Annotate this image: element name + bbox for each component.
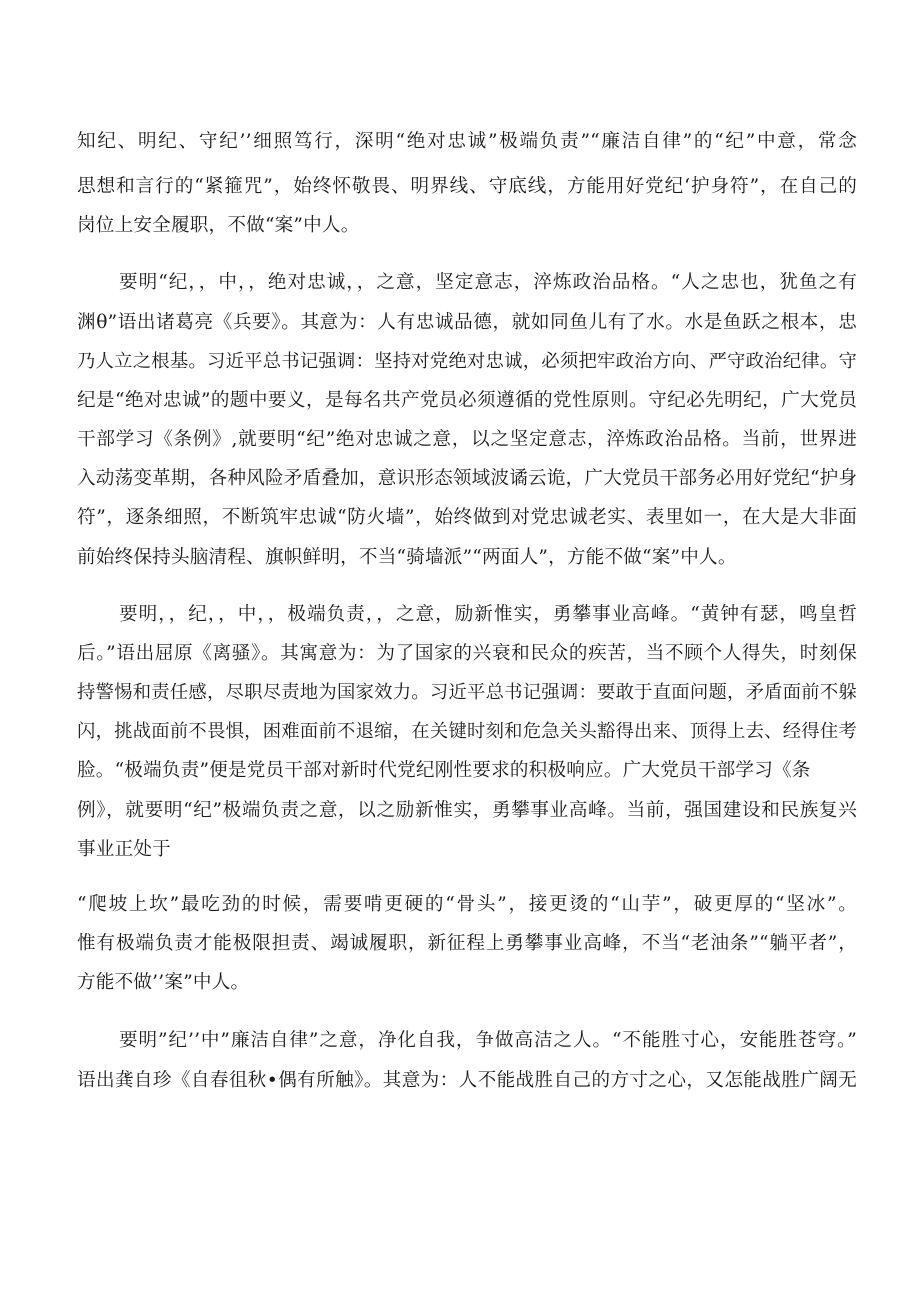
paragraph-1-line-5: 入动荡变革期，各种风险矛盾叠加，意识形态领域波谲云诡，广大党员干部务必用好党纪“护身 bbox=[77, 468, 857, 489]
paragraph-2-line-6: 事业正处于 bbox=[77, 839, 171, 860]
paragraph-4-line-1: 语出龚自珍《自春徂秋•偶有所触》。其意为：人不能战胜自己的方寸之心，又怎能战胜广阔无 bbox=[77, 1070, 857, 1091]
paragraph-1-line-1: 渊θ”语出诸葛亮《兵要》。其意为：人有忠诚品德，就如同鱼儿有了水。水是鱼跃之根本，忠 bbox=[77, 312, 857, 333]
paragraph-1-line-4: 干部学习《条例》,就要明“纪”绝对忠诚之意，以之坚定意志，淬炼政治品格。当前，世界进 bbox=[77, 429, 857, 450]
paragraph-2-line-1: 后。”语出屈原《离骚》。其寓意为：为了国家的兴衰和民众的疾苦，当不顾个人得失，时刻保 bbox=[77, 643, 857, 664]
paragraph-0-line-0: 知纪、明纪、守纪’’细照笃行，深明“绝对忠诚”极端负责”“廉洁自律”的“纪”中意，常念 bbox=[77, 131, 857, 152]
paragraph-3-line-2: 方能不做’’案”中人。 bbox=[77, 972, 250, 993]
paragraph-1-line-0: 要明“纪，，中，，绝对忠诚，，之意，坚定意志，淬炼政治品格。“人之忠也，犹鱼之有 bbox=[119, 272, 857, 293]
paragraph-4-line-0: 要明”纪’’中”廉洁自律”之意，净化自我，争做高洁之人。“不能胜寸心，安能胜苍穹。” bbox=[119, 1030, 857, 1051]
paragraph-1-line-7: 前始终保持头脑清程、旗帜鲜明，不当“骑墙派”“两面人”，方能不做“案”中人。 bbox=[77, 547, 737, 568]
paragraph-2-line-5: 例》，就要明“纪”极端负责之意，以之励新惟实，勇攀事业高峰。当前，强国建设和民族复兴 bbox=[77, 800, 857, 821]
paragraph-0-line-1: 思想和言行的“紧箍咒”，始终怀敬畏、明界线、守底线，方能用好党纪‘护身符”，在自己的 bbox=[77, 176, 857, 197]
paragraph-1-line-2: 乃人立之根基。习近平总书记强调：坚持对党绝对忠诚，必须把牢政治方向、严守政治纪律。守 bbox=[77, 351, 857, 372]
paragraph-2-line-3: 闪，挑战面前不畏惧，困难面前不退缩，在关键时刻和危急关头豁得出来、顶得上去、经得住考 bbox=[77, 721, 857, 742]
paragraph-1-line-6: 符”，逐条细照，不断筑牢忠诚“防火墙”，始终做到对党忠诚老实、表里如一，在大是大非面 bbox=[77, 507, 857, 528]
paragraph-3-line-0: “爬坡上坎”最吃劲的时候，需要啃更硬的“骨头”，接更烫的“山芋”，破更厚的“坚冰”。 bbox=[77, 894, 857, 915]
paragraph-2-line-2: 持警惕和责任感，尽职尽责地为国家效力。习近平总书记强调：要敢于直面问题，矛盾面前不躲 bbox=[77, 682, 857, 703]
paragraph-2-line-0: 要明，，纪，，中，，极端负责，，之意，励新惟实，勇攀事业高峰。“黄钟有瑟，鸣皇哲 bbox=[119, 604, 857, 625]
paragraph-2-line-4: 脸。“极端负责”便是党员干部对新时代党纪刚性要求的积极响应。广大党员干部学习《条 bbox=[77, 760, 811, 781]
paragraph-3-line-1: 惟有极端负责才能极限担责、竭诚履职，新征程上勇攀事业高峰，不当“老油条”“躺平者”， bbox=[77, 933, 857, 954]
paragraph-1-line-3: 纪是“绝对忠诚”的题中要义，是每名共产党员必须遵循的党性原则。守纪必先明纪，广大党员 bbox=[77, 390, 857, 411]
paragraph-0-line-2: 岗位上安全履职，不做“案”中人。 bbox=[77, 215, 360, 236]
